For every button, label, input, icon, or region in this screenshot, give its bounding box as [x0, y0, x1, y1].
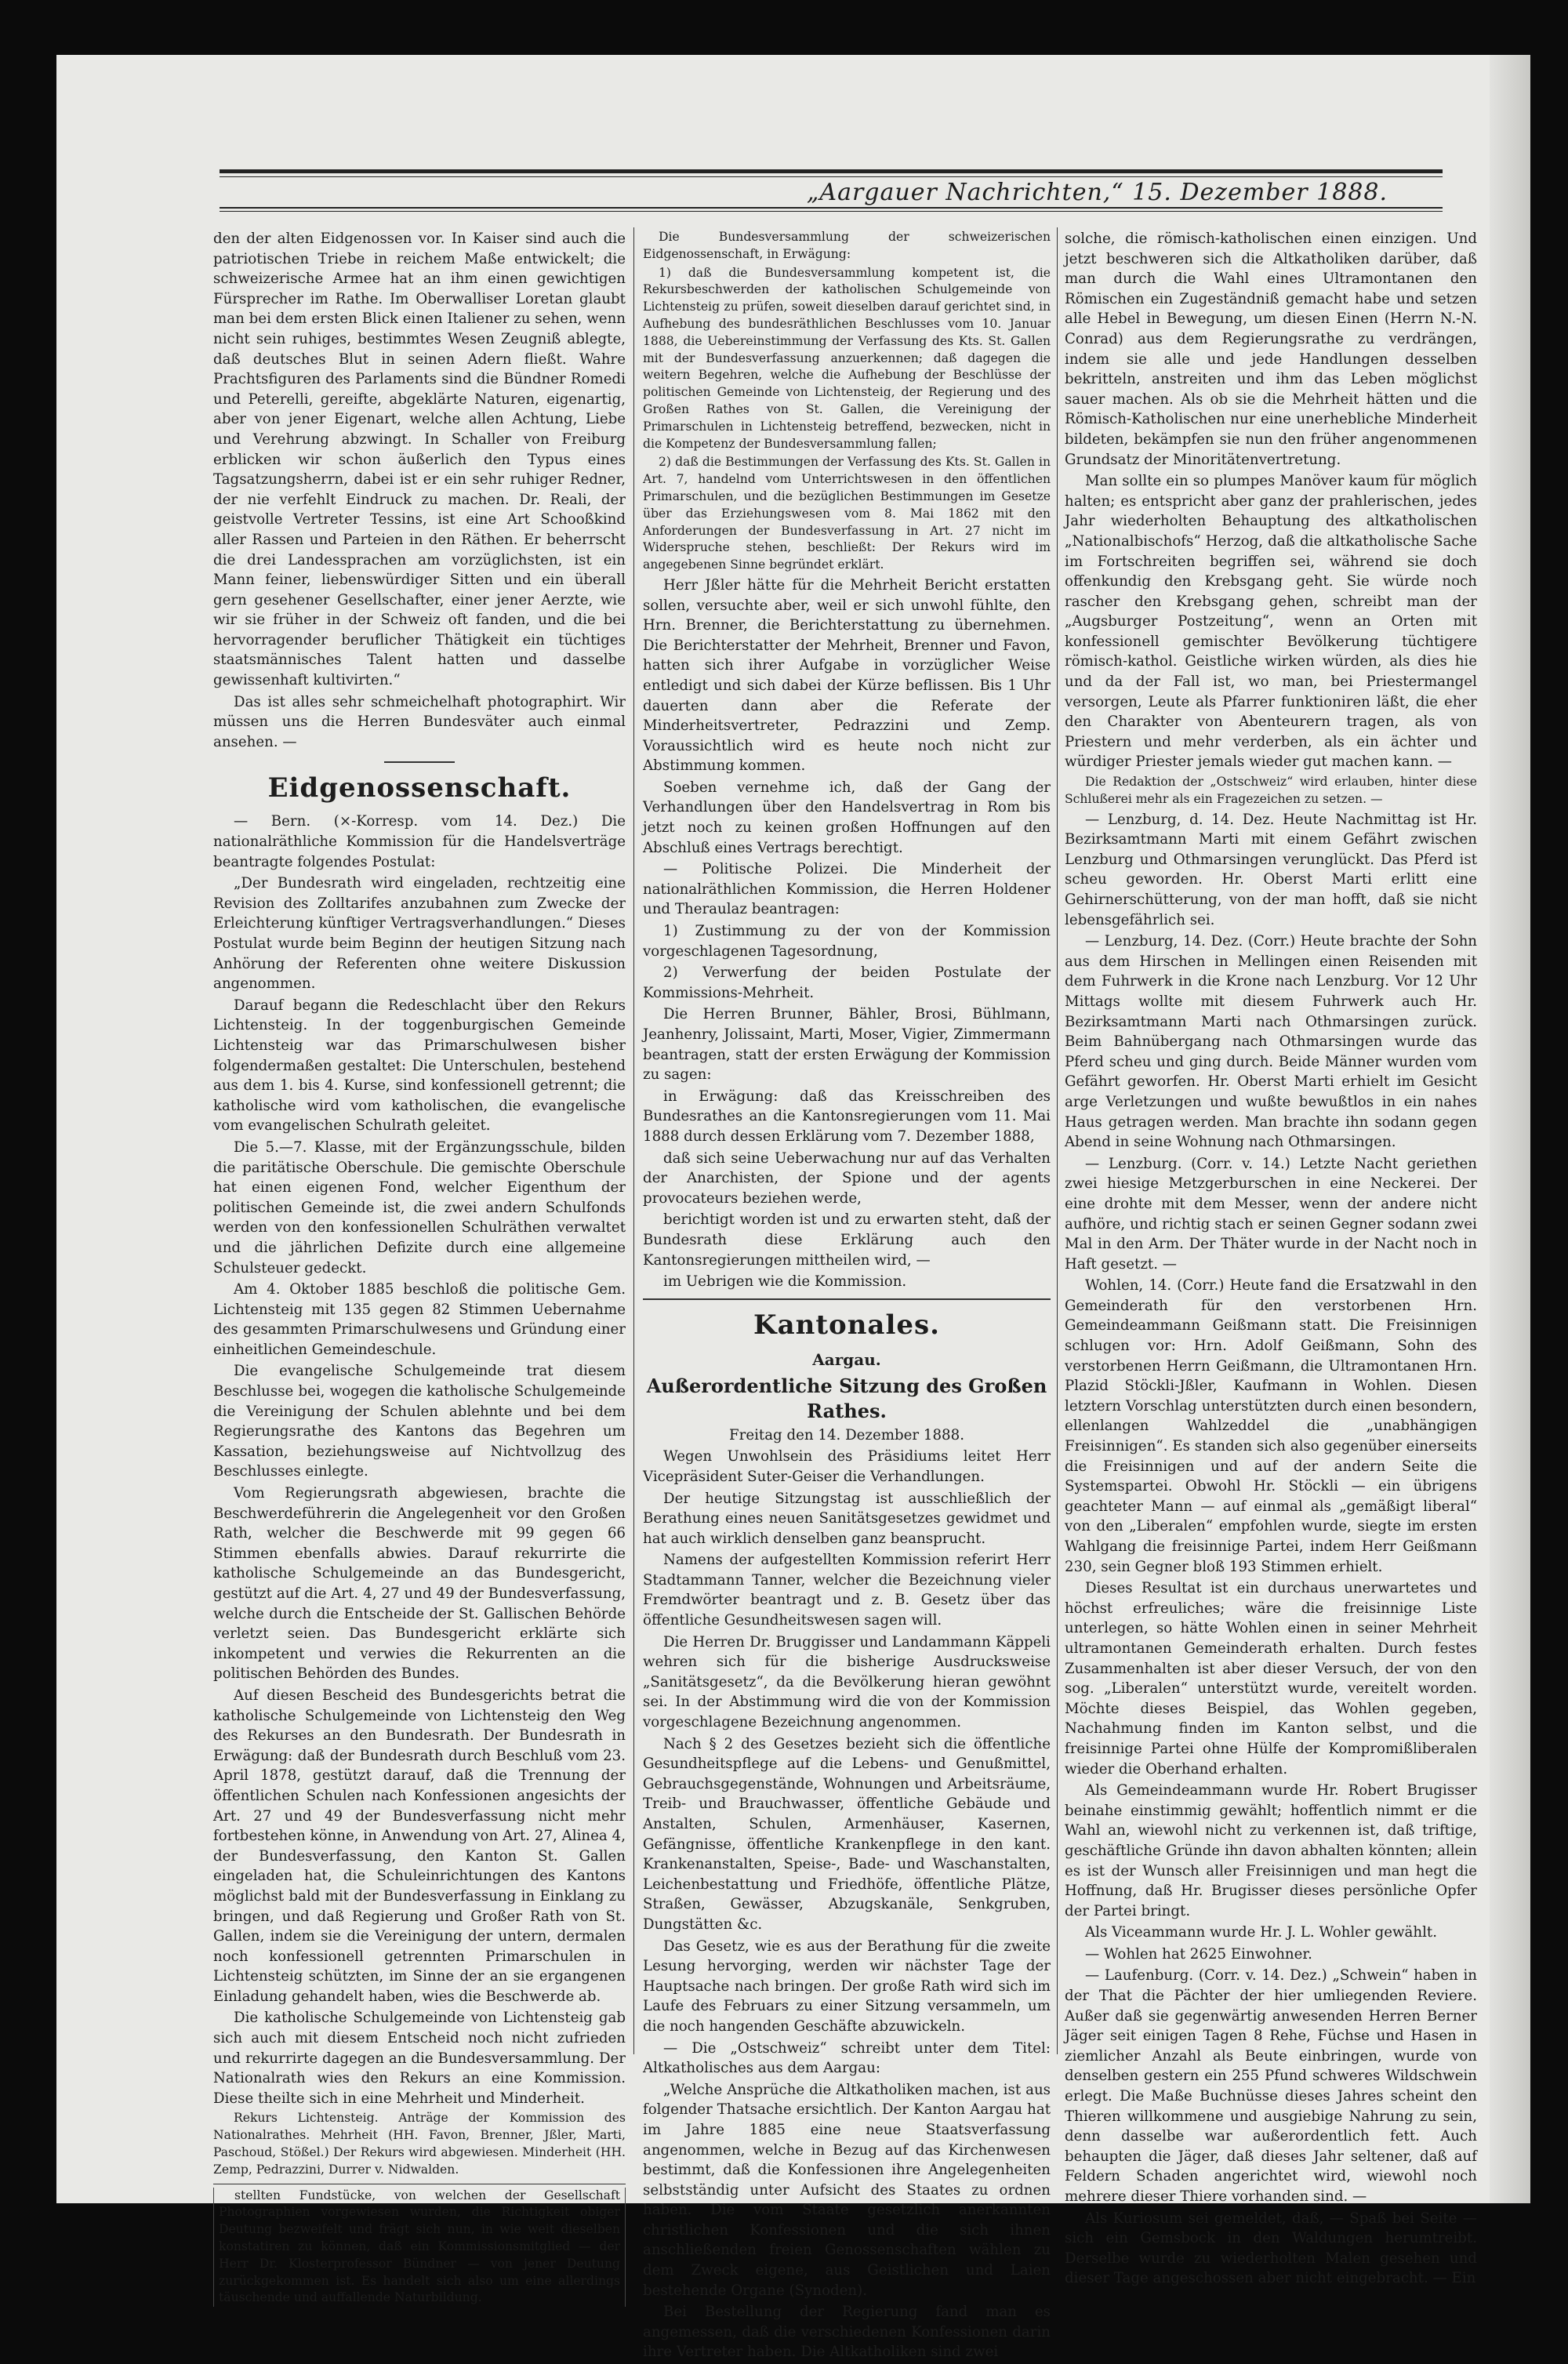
section-title-kantonales: Kantonales. — [753, 1309, 940, 1341]
masthead-rule-bottom-thin — [220, 211, 1443, 212]
article-paragraph: — Laufenburg. (Corr. v. 14. Dez.) „Schwein“ haben in der That die Pächter der hier umliegenden Reviere. Außer daß sie gegenwärtig anwesenden Herren Berner Jäger seit einigen Tagen 8 Rehe, Füchse und Hasen in ziemlicher Anzahl als Beute einbringen, wurde von denselben gestern ein 255 Pfund schweres Wildschwein erlegt. Die Maße Buchnüsse dieses Jahres scheint den Thieren willkommene und ausgiebige Nahrung zu sein, denn dasselbe war außerordentlich fett. Auch behaupten die Jäger, daß dieses Jahr seltener, daß auf Feldern Schaden angerichtet wird, wiewohl noch mehrere dieser Thiere vorhanden sind. — — [1065, 1967, 1477, 2205]
article-paragraph: Die Herren Brunner, Bähler, Brosi, Bühlmann, Jeanhenry, Jolissaint, Marti, Moser, Vigier, Zimmermann beantragen, statt der ersten Erwägung der Kommission zu sagen: — [643, 1006, 1051, 1084]
article-paragraph: 2) Verwerfung der beiden Postulate der Kommissions-Mehrheit. — [643, 964, 1051, 1001]
article-paragraph: — Lenzburg, d. 14. Dez. Heute Nachmittag ist Hr. Bezirksamtmann Marti mit einem Gefährt zwischen Lenzburg und Othmarsingen verunglückt. Das Pferd ist scheu geworden. Hr. Oberst Marti erlitt eine Gehirnerschütterung, von der man hofft, daß sie nicht lebensgefährlich sei. — [1065, 811, 1477, 928]
article-paragraph: Man sollte ein so plumpes Manöver kaum für möglich halten; es entspricht aber ganz der prahlerischen, jedes Jahr wiederholten Behauptung des altkatholischen „Nationalbischofs“ Herzog, daß die altkatholische Sache im Fortschreiten begriffen sei, während sie doch offenkundig den Krebsgang geht. Sie würde noch rascher den Krebsgang gehen, schreibt man der „Augsburger Postzeitung“, wenn an Orten mit konfessionell gemischter Bevölkerung tüchtigere römisch-kathol. Geistliche wirken würden, als dies hie und da der Fall ist, wo man, bei Priestermangel versorgen, Leute als Pfarrer funktioniren läßt, die eher den Charakter von Abenteurern tragen, als von Priestern und mehr verderben, als ein ächter und würdiger Priester jemals wieder gut machen kann. — — [1065, 473, 1477, 771]
article-paragraph: Der heutige Sitzungstag ist ausschließlich der Berathung eines neuen Sanitätsgesetzes gewidmet und hat auch wirklich denselben ganz beansprucht. — [643, 1490, 1051, 1547]
masthead-rule-bottom — [220, 207, 1443, 209]
article-paragraph: den der alten Eidgenossen vor. In Kaiser sind auch die patriotischen Triebe in reichem Maße entwickelt; die schweizerische Armee hat an ihm einen gewichtigen Fürsprecher im Rathe. Im Oberwalliser Loretan glaubt man bei dem ersten Blick einen Italiener zu sehen, wenn nicht sein ruhiges, bestimmtes Wesen Zeugniß ablegte, daß deutsches Blut in seinen Adern fließt. Wahre Prachtsfiguren des Parlaments sind die Bündner Romedi und Peterelli, gereifte, abgeklärte Naturen, eigenartig, aber von jener Eigenart, welche allen Achtung, Liebe und Verehrung abzwingt. In Schaller von Freiburg erblicken wir schon äußerlich den Typus eines Tagsatzungsherrn, dabei ist er ein sehr ruhiger Redner, der nie verfehlt Eindruck zu machen. Dr. Reali, der geistvolle Vertreter Tessins, ist eine Art Schooßkind aller Rassen und Parteien in den Räthen. Er beherrscht die drei Landessprachen am vorzüglichsten, ist ein Mann feiner, liebenswürdiger Sitten und ein überall gern gesehener Gesellschafter, einer jener Aerzte, wie wir sie früher in der Schweiz oft fanden, und die bei hervorragender beruflicher Thätigkeit ein tüchtiges staatsmännisches Talent hatten und dasselbe gewissenhaft kultivirten.“ — [213, 231, 626, 689]
masthead-rule-top — [220, 169, 1443, 173]
article-paragraph: Die evangelische Schulgemeinde trat diesem Beschlusse bei, wogegen die katholische Schulgemeinde die Vereinigung der Schulen ablehnte und bei dem Regierungsrathe des Kantons das Begehren um Kassation, beziehungsweise auf Nichtvollzug des Beschlusses einlegte. — [213, 1363, 626, 1480]
article-paragraph: im Uebrigen wie die Kommission. — [663, 1273, 907, 1291]
article-paragraph: Soeben vernehme ich, daß der Gang der Verhandlungen über den Handelsvertrag in Rom bis jetzt noch zu keinen großen Hoffnungen auf den Abschluß eines Vertrags berechtigt. — [643, 779, 1051, 856]
article-paragraph: Vom Regierungsrath abgewiesen, brachte die Beschwerdeführerin die Angelegenheit vor den Großen Rath, welcher die Beschwerde mit 99 gegen 66 Stimmen ebenfalls abwies. Darauf rekurrirte die katholische Schulgemeinde an das Bundesgericht, gestützt auf die Art. 4, 27 und 49 der Bundesverfassung, welche durch die Entscheide der St. Gallischen Behörde verletzt seien. Das Bundesgericht erklärte sich inkompetent und verwies die Rekurrenten an die politischen Behörden des Bundes. — [213, 1485, 626, 1683]
section-divider — [643, 1298, 1051, 1300]
article-paragraph: solche, die römisch-katholischen einen einzigen. Und jetzt beschweren sich die Altkatholiken darüber, daß man durch die Wahl eines Ultramontanen den Römischen ein Zugeständniß gemacht habe und setzen alle Hebel in Bewegung, um diesen Einen (Herrn N.-N. Conrad) aus dem Regierungsrathe zu verdrängen, indem sie alle und jede Handlungen desselben bekritteln, anstreiten und ihm das Leben möglichst sauer machen. Als ob sie die Mehrheit hätten und die Römisch-Katholischen nur eine unerhebliche Minderheit bildeten, bekämpfen sie nun den früher angenommenen Grundsatz der Minoritätenvertretung. — [1065, 231, 1477, 468]
article-paragraph: Herr Jßler hätte für die Mehrheit Bericht erstatten sollen, versuchte aber, weil er sich unwohl fühlte, den Hrn. Brenner, die Berichterstattung zu übernehmen. Die Berichterstatter der Mehrheit, Brenner und Favon, hatten sich ihrer Aufgabe in vorzüglicher Weise entledigt und sich dabei der Kürze beflissen. Bis 1 Uhr dauerten dann aber die Referate der Minderheitsvertreter, Pedrazzini und Zemp. Voraussichtlich wird es heute noch nicht zur Abstimmung kommen. — [643, 576, 1051, 775]
article-paragraph: Als Kuriosum sei gemeldet, daß, — Spaß bei Seite — sich ein Gemsbock in den Waldungen herumtreibt. Derselbe wurde zu wiederholten Malen gesehen und dieser Tage angeschossen aber nicht eingebracht. — Ein — [1065, 2210, 1477, 2287]
resolution-text — [643, 229, 1051, 574]
article-paragraph: „Welche Ansprüche die Altkatholiken machen, ist aus folgender Thatsache ersichtlich. Der Kanton Aargau hat im Jahre 1885 eine neue Staatsverfassung angenommen, welche in Bezug auf das Kirchenwesen bestimmt, daß die Konfessionen ihre Angelegenheiten selbstständig unter Aufsicht des Staates zu ordnen haben. Die vom Staate gesetzlich anerkannten christlichen Konfessionen und die sich ihnen anschließenden freien Genossenschaften wählen zu dem Zweck eigene, aus Geistlichen und Laien bestehende Organe (Synoden). — [643, 2081, 1051, 2299]
article-paragraph: Auf diesen Bescheid des Bundesgerichts betrat die katholische Schulgemeinde von Lichtensteig den Weg des Rekurses an den Bundesrath. Der Bundesrath in Erwägung: daß der Bundesrath durch Beschluß vom 23. April 1878, gestützt darauf, daß die Trennung der öffentlichen Schulen nach Konfessionen angesichts der Art. 27 und 49 der Bundesverfassung nicht mehr fortbestehen könne, in Anwendung von Art. 27, Alinea 4, der Bundesverfassung, den Kanton St. Gallen eingeladen hat, die Schuleinrichtungen des Kantons möglichst bald mit der Bundesverfassung in Einklang zu bringen, und daß Regierung und Großer Rath von St. Gallen, indem sie die Vereinigung der untern, dermalen noch konfessionell getrennten Primarschulen in Lichtensteig schützten, im Sinne der an sie ergangenen Einladung gehandelt haben, wies die Beschwerde ab. — [213, 1687, 626, 2005]
column-2 — [643, 229, 1051, 2364]
article-paragraph: Die 5.—7. Klasse, mit der Ergänzungsschule, bilden die paritätische Oberschule. Die gemischte Oberschule hat einen eigenen Fond, welcher Eigenthum der politischen Gemeinde ist, die zwei andern Schulfonds werden von den konfessionellen Schulräthen verwaltet und die jährlichen Defizite durch eine allgemeine Schulsteuer gedeckt. — [213, 1138, 626, 1276]
column-divider-2 — [1057, 227, 1058, 2054]
article-paragraph: Die katholische Schulgemeinde von Lichtensteig gab sich auch mit diesem Entscheid noch nicht zufrieden und rekurrirte dagegen an die Bundesversammlung. Der Nationalrath wies den Rekurs an eine Kommission. Diese theilte sich in eine Mehrheit und Minderheit. — [213, 2010, 626, 2107]
article-paragraph: 2) daß die Bestimmungen der Verfassung des Kts. St. Gallen in Art. 7, handelnd vom Unterrichtswesen in den öffentlichen Primarschulen, und die bezüglichen Bestimmungen im Gesetze über das Erziehungswesen vom 8. Mai 1862 mit den Anforderungen der Bundesverfassung in Art. 27 nicht im Widerspruche stehen, beschließt: Der Rekurs wird im angegebenen Sinne begründet erklärt. — [643, 455, 1051, 572]
article-paragraph: Am 4. Oktober 1885 beschloß die politische Gem. Lichtensteig mit 135 gegen 82 Stimmen Uebernahme des gesammten Primarschulwesens und Gründung einer einheitlichen Gemeindeschule. — [213, 1281, 626, 1358]
masthead — [220, 169, 1443, 212]
article-paragraph: Rekurs Lichtensteig. Anträge der Kommission des Nationalrathes. Mehrheit (HH. Favon, Brenner, Jßler, Marti, Paschoud, Stößel.) Der Rekurs wird abgewiesen. Minderheit (HH. Zemp, Pedrazzini, Durrer v. Nidwalden. — [213, 2111, 626, 2177]
article-paragraph: Die Herren Dr. Bruggisser und Landammann Käppeli wehren sich für die bisherige Ausdrucksweise „Sanitätsgesetz“, da die Bevölkerung hieran gewöhnt sei. In der Abstimmung wird die von der Kommission vorgeschlagene Bezeichnung angenommen. — [643, 1633, 1051, 1731]
column-1 — [213, 229, 626, 2308]
article-paragraph: Dieses Resultat ist ein durchaus unerwartetes und höchst erfreuliches; wäre die freisinnige Liste unterlegen, so hätte Wohlen einen in seiner Mehrheit ultramontanen Gemeinderath erhalten. Durch festes Zusammenhalten ist aber dieser Versuch, der von den sog. „Liberalen“ unterstützt wurde, vereitelt worden. Möchte dieses Beispiel, das Wohlen gegeben, Nachahmung finden im Kanton selbst, und die freisinnige Partei ohne Hülfe der Kompromißliberalen wieder die Oberhand erhalten. — [1065, 1580, 1477, 1778]
masthead-title: „Aargauer Nachrichten,“ 15. Dezember 1888. — [806, 178, 1388, 206]
article-paragraph: — Wohlen hat 2625 Einwohner. — [1085, 1945, 1312, 1963]
article-paragraph: daß sich seine Ueberwachung nur auf das Verhalten der Anarchisten, der Spione und der agents provocateurs beziehen werde, — [643, 1149, 1051, 1207]
column-3 — [1065, 229, 1477, 2290]
article-paragraph: — Bern. (×-Korresp. vom 14. Dez.) Die nationalräthliche Kommission für die Handelsverträge beantragte folgendes Postulat: — [213, 813, 626, 870]
article-paragraph: Als Vicеammann wurde Hr. J. L. Wohler gewählt. — [1085, 1924, 1438, 1941]
section-title-eidgenossenschaft: Eidgenossenschaft. — [267, 772, 572, 804]
article-title-grosser-rath: Außerordentliche Sitzung des Großen Rathes. — [646, 1374, 1047, 1422]
article-paragraph: berichtigt worden ist und zu erwarten steht, daß der Bundesrath diese Erklärung auch den Kantonsregierungen mittheilen wird, — — [643, 1211, 1051, 1269]
page-right-edge — [1490, 55, 1530, 2203]
column-divider-1 — [633, 227, 634, 2054]
article-paragraph: Das ist alles sehr schmeichelhaft photographirt. Wir müssen uns die Herren Bundesväter auch einmal ansehen. — — [213, 693, 626, 750]
article-paragraph: Die Bundesversammlung der schweizerischen Eidgenossenschaft, in Erwägung: — [643, 230, 1051, 261]
article-paragraph: in Erwägung: daß das Kreisschreiben des Bundesrathes an die Kantonsregierungen vom 11. Mai 1888 durch dessen Erklärung vom 7. Dezember 1888, — [643, 1088, 1051, 1145]
article-paragraph: „Der Bundesrath wird eingeladen, rechtzeitig eine Revision des Zolltarifes anzubahnen zum Zwecke der Erleichterung künftiger Vertragsverhandlungen.“ Dieses Postulat wurde beim Beginn der heutigen Sitzung nach Anhörung der Referenten ohne weitere Diskussion angenommen. — [213, 875, 626, 993]
article-paragraph: — Lenzburg. (Corr. v. 14.) Letzte Nacht geriethen zwei hiesige Metzgerburschen in eine Neckerei. Der eine drohte mit dem Messer, wenn der andere nicht aufhöre, und richtig stach er seinen Gegner sodann zwei Mal in den Arm. Der Thäter wurde in der Nacht noch in Haft gesetzt. — — [1065, 1155, 1477, 1273]
article-paragraph: — Lenzburg, 14. Dez. (Corr.) Heute brachte der Sohn aus dem Hirschen in Mellingen einen Reisenden mit dem Fuhrwerk in die Krone nach Lenzburg. Vor 12 Uhr Mittags wollte mit diesem Fuhrwerk auch Hr. Bezirksamtmann Marti nach Othmarsingen zurück. Beim Bahnübergang nach Othmarsingen wurde das Pferd scheu und ging durch. Beide Männer wurden vom Gefährt geworfen. Hr. Oberst Marti erhielt im Gesicht arge Verletzungen und wußte bewußtlos in ein nahes Haus getragen werden. Man brachte ihn sodann gegen Abend in seine Wohnung nach Othmarsingen. — [1065, 933, 1477, 1151]
editorial-note: Die Redaktion der „Ostschweiz“ wird erlauben, hinter diese Schlußerei mehr als ein Fragezeichen zu setzen. — — [1065, 775, 1477, 806]
article-paragraph: Darauf begann die Redeschlacht über den Rekurs Lichtensteig. In der toggenburgischen Gemeinde Lichtensteig war das Primarschulwesen bisher folgendermaßen gestaltet: Die Unterschulen, bestehend aus dem 1. bis 4. Kurse, sind konfessionell getrennt; die katholische wird vom katholischen, die evangelische vom evangelischen Schulrath geleitet. — [213, 997, 626, 1135]
article-paragraph: Bei Bestellung der Regierung fand man es angemessen, daß die verschiedenen Konfessionen darin ihre Vertreter haben. Die Altkatholiken sind zwei — [643, 2304, 1051, 2361]
article-paragraph: Als Gemeindeammann wurde Hr. Robert Brugisser beinahe einstimmig gewählt; hoffentlich nimmt er die Wahl an, wiewohl nicht zu verkennen ist, daß triftige, geschäftliche Gründe ihn davon abhalten könnten; allein es ist der Wunsch aller Freisinnigen und man hegt die Hoffnung, daß Hr. Brugisser dieses persönliche Opfer der Partei bringt. — [1065, 1782, 1477, 1919]
footnote — [213, 2188, 626, 2308]
article-paragraph: 1) Zustimmung zu der von der Kommission vorgeschlagenen Tagesordnung, — [643, 923, 1051, 960]
subsection-title-aargau: Aargau. — [812, 1349, 881, 1369]
article-paragraph: Wohlen, 14. (Corr.) Heute fand die Ersatzwahl in den Gemeinderath für den verstorbenen Hrn. Gemeindeammann Geißmann statt. Die Freisinnigen schlugen vor: Hrn. Adolf Geißmann, Sohn des verstorbenen Herrn Geißmann, die Ultramontanen Hrn. Plazid Stöckli-Jßler, Kaufmann in Wohlen. Diesen letztern Vorschlag unterstützten durch einen besondern, ellenlangen Wahlzeddel die „unabhängigen Freisinnigen“. Es standen sich also gegenüber einerseits die Freisinnigen und auf der andern Seite die Systemspartei. Obwohl Hr. Stöckli — ein übrigens geachteter Mann — auf einmal als „gemäßigt liberal“ von den „Liberalen“ empfohlen wurde, siegte im ersten Wahlgang die freisinnige Partei, indem Herr Geißmann 230, sein Gegner bloß 193 Stimmen erhielt. — [1065, 1277, 1477, 1575]
article-paragraph: Das Gesetz, wie es aus der Berathung für die zweite Lesung hervorging, werden wir nächster Tage der Hauptsache nach bringen. Der große Rath wird sich im Laufe des Februars zu einer Sitzung versammeln, um die noch hangenden Geschäfte abzuwickeln. — [643, 1937, 1051, 2035]
article-paragraph: Nach § 2 des Gesetzes bezieht sich die öffentliche Gesundheitspflege auf die Lebens- und Genußmittel, Gebrauchsgegenstände, Wohnungen und Arbeitsräume, Treib- und Brauchwasser, öffentliche Gebäude und Anstalten, Schulen, Armenhäuser, Kasernen, Gefängnisse, öffentliche Krankenpflege in den kant. Krankenanstalten, Speise-, Bade- und Waschanstalten, Leichenbestattung und Friedhöfe, öffentliche Plätze, Straßen, Gewässer, Abzugskanäle, Senkgruben, Dungstätten &c. — [643, 1735, 1051, 1933]
article-paragraph: Wegen Unwohlsein des Präsidiums leitet Herr Vicepräsident Suter-Geiser die Verhandlungen. — [643, 1448, 1051, 1485]
article-paragraph: 1) daß die Bundesversammlung kompetent ist, die Rekursbeschwerden der katholischen Schulgemeinde von Lichtensteig zu prüfen, soweit dieselben darauf gerichtet sind, in Aufhebung des bundesräthlichen Beschlusses vom 10. Januar 1888, die Uebereinstimmung der Verfassung des Kts. St. Gallen mit der Bundesverfassung anzuerkennen; daß dagegen die weitern Begehren, welche die Aufhebung der Beschlüsse der politischen Gemeinde von Lichtensteig, der Regierung und des Großen Rathes von St. Gallen, die Vereinigung der Primarschulen in Lichtensteig betreffend, bezwecken, nicht in die Kompetenz der Bundesversammlung fallen; — [643, 265, 1051, 451]
section-divider — [384, 761, 455, 763]
footnote-text: stellten Fundstücke, von welchen der Gesellschaft Photographien vorgewiesen wurden, die Richtigkeit obiger Deutung bezweifelt und frägt sich nun, in wie weit dieselben konstatiren zu können, daß ein Kommissionsmitglied — der Herr Dr. Klosterprofessor Bündner — von jener Deutung zurückgekommen ist. Es handelt sich also um eine allerdings täuschende und auffallende Naturbildung. — [219, 2188, 620, 2305]
article-paragraph: Namens der aufgestellten Kommission referirt Herr Stadtammann Tanner, welcher die Bezeichnung vieler Fremdwörter beantragt und z. B. Gesetz über das öffentliche Gesundheitswesen sagen will. — [643, 1552, 1051, 1629]
article-paragraph: — Politische Polizei. Die Minderheit der nationalräthlichen Kommission, die Herren Holdener und Theraulaz beantragen: — [643, 861, 1051, 918]
article-paragraph: — Die „Ostschweiz“ schreibt unter dem Titel: Altkatholisches aus dem Aargau: — [643, 2039, 1051, 2077]
article-date: Freitag den 14. Dezember 1888. — [729, 1426, 964, 1443]
